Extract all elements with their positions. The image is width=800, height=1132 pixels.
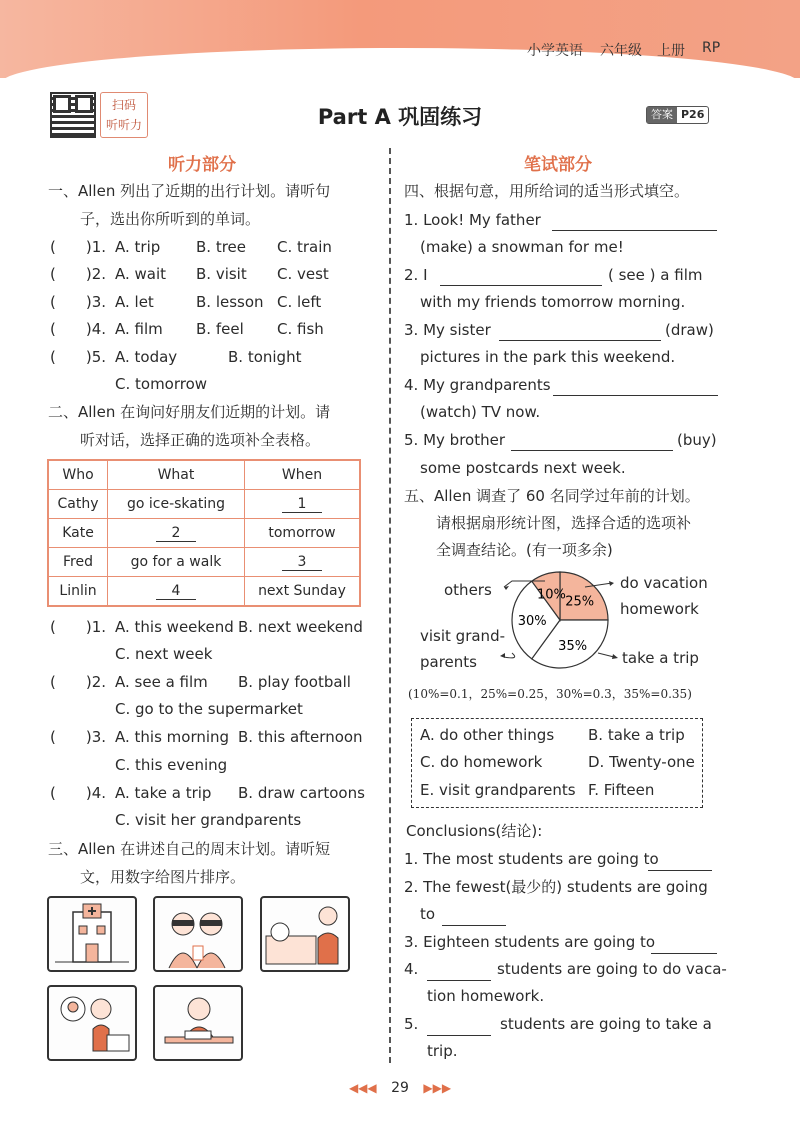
q1-3-option-a: A. let [115,293,154,311]
page-title: Part A 巩固练习 [317,105,483,129]
pie-value-label: 30% [517,614,547,629]
writing-heading: 笔试部分 [524,155,592,175]
q1-1-option-c: C. train [277,238,332,256]
q2-4-option-c: C. visit her grandparents [115,811,302,829]
option-e[interactable]: E. visit grandparents [420,781,576,799]
fill-blank-4[interactable] [553,377,718,396]
blank-number[interactable]: 4 [156,583,196,600]
option-d[interactable]: D. Twenty-one [588,753,695,771]
table-cell: go ice-skating [108,490,245,519]
column-divider [389,148,391,1063]
table-row [48,519,360,548]
answer-tag-label: 答案 [647,107,677,123]
q2-4-option-a: A. take a trip [115,784,212,802]
q4-s3-lead: 3. My sister [404,321,491,339]
answer-bracket: ( [50,618,56,636]
q4-s3-tail: (draw) [665,321,714,339]
table-row [48,577,360,607]
conclusion-5b: students are going to take a [500,1015,712,1033]
q2-3-option-c: C. this evening [115,756,228,774]
table-cell: go for a walk [108,548,245,577]
q4-s1-line2: (make) a snowman for me! [420,238,624,256]
q2-instruction-2: 听对话，选择正确的选项补全表格。 [80,431,321,449]
table-cell [245,490,361,519]
arrow-visit-icon [500,653,505,658]
q2-2-option-b: B. play football [238,673,351,691]
bedside-icon [262,898,348,970]
table-cell: next Sunday [245,577,361,607]
blank-number[interactable]: 2 [156,525,196,542]
conclusion-2b: to [420,905,436,923]
table-cell [245,548,361,577]
q2-1-option-c: C. next week [115,645,213,663]
table-cell: tomorrow [245,519,361,548]
q1-3-option-b: B. lesson [196,293,264,311]
pie-label-others: others [444,581,492,599]
pie-value-label: 25% [565,594,595,610]
conclusions-title: Conclusions(结论): [406,822,543,840]
answer-bracket: ( [50,728,56,746]
page-number: 29 [391,1080,409,1096]
leader-line-trip [598,653,614,657]
table-header-row [48,460,360,490]
fill-blank-5[interactable] [511,432,673,451]
q2-4-option-b: B. draw cartoons [238,784,365,802]
q4-s5-lead: 5. My brother [404,431,505,449]
picture-homework[interactable] [153,985,243,1061]
fill-blank-2[interactable] [440,267,602,286]
table-cell: Cathy [48,490,108,519]
q4-s4-line2: (watch) TV now. [420,403,541,421]
q1-2-option-a: A. wait [115,265,167,283]
conclusion-3: 3. Eighteen students are going to [404,933,656,951]
q4-s1-text: 1. Look! My father [404,211,541,229]
conclusion-blank-1[interactable] [648,852,712,871]
pie-label-visit-2: parents [420,653,477,671]
table-cell: Fred [48,548,108,577]
item-number: )2. [85,673,107,691]
item-number: )2. [85,265,107,283]
item-number: )1. [85,238,107,256]
q1-5-option-a: A. today [115,348,178,366]
picture-hospital[interactable] [47,896,137,972]
item-number: )3. [85,293,107,311]
item-number: )5. [85,348,107,366]
item-number: )4. [85,784,107,802]
table-cell: Kate [48,519,108,548]
q1-5-option-b: B. tonight [228,348,302,366]
table-header: Who [48,460,108,490]
prev-arrows-icon: ◀◀◀ [348,1081,377,1095]
q2-3-option-b: B. this afternoon [238,728,363,746]
table-row [48,548,360,577]
arrow-trip-icon [612,654,618,659]
q3-instruction-2: 文，用数字给图片排序。 [80,868,246,886]
homework-icon [155,987,241,1059]
q2-instruction-1: 二、Allen 在询问好朋友们近期的计划。请 [48,403,331,421]
item-number: )1. [85,618,107,636]
listening-heading: 听力部分 [168,155,236,175]
table-header: What [108,460,245,490]
answer-bracket: ( [50,348,56,366]
conclusion-4c: tion homework. [427,987,545,1005]
picture-cinema[interactable] [153,896,243,972]
pie-label-homework: homework [620,600,699,618]
q4-s4-lead: 4. My grandparents [404,376,551,394]
q5-instruction-3: 全调查结论。(有一项多余) [436,541,613,559]
conclusion-4b: students are going to do vaca- [497,960,727,978]
header-term: 上册 [657,43,685,59]
q2-item-2[interactable] [50,669,106,696]
conclusion-blank-2[interactable] [442,907,506,926]
answer-bracket: ( [50,293,56,311]
q1-item-5[interactable] [50,344,106,371]
conclusion-5a: 5. [404,1015,419,1033]
q4-instruction: 四、根据句意，用所给词的适当形式填空。 [404,182,690,200]
pie-label-trip: take a trip [622,649,699,667]
q2-item-3[interactable] [50,724,106,751]
blank-number[interactable]: 3 [282,554,322,571]
q1-instruction-2: 子，选出你所听到的单词。 [80,210,261,228]
q4-s2-tail: ( see ) a film [608,266,703,284]
q4-s5-tail: (buy) [677,431,717,449]
plan-table [47,459,361,607]
q3-instruction-1: 三、Allen 在讲述自己的周末计划。请听短 [48,840,331,858]
option-f[interactable]: F. Fifteen [588,781,655,799]
q1-item-3[interactable] [50,289,106,316]
q1-4-option-b: B. feel [196,320,244,338]
header-subject: 小学英语 [527,43,583,59]
header-edition: RP [702,40,721,56]
conclusion-blank-3[interactable] [651,935,717,954]
page-footer [0,1080,800,1096]
q1-5-option-c: C. tomorrow [115,375,208,393]
q1-4-option-a: A. film [115,320,163,338]
picture-thinking[interactable] [47,985,137,1061]
picture-bedside[interactable] [260,896,350,972]
thinking-icon [49,987,135,1059]
scan-label-line2: 听听力 [105,118,142,132]
answer-bracket: ( [50,320,56,338]
answer-bracket: ( [50,673,56,691]
cinema-icon [155,898,241,970]
table-header: When [245,460,361,490]
q2-1-option-a: A. this weekend [115,618,234,636]
q1-item-2[interactable] [50,261,106,288]
q4-s1-line1 [404,207,541,234]
q1-2-option-b: B. visit [196,265,247,283]
table-cell [108,519,245,548]
scan-label-line1: 扫码 [111,98,136,112]
answer-bracket: ( [50,238,56,256]
table-cell: Linlin [48,577,108,607]
pie-value-label: 35% [558,638,588,654]
arrow-vacation-icon [609,581,614,586]
q2-2-option-a: A. see a film [115,673,208,691]
q1-2-option-c: C. vest [277,265,329,283]
answer-tag-page: P26 [681,108,705,121]
q1-3-option-c: C. left [277,293,322,311]
conclusion-5c: trip. [427,1042,458,1060]
option-b[interactable]: B. take a trip [588,726,685,744]
blank-number[interactable]: 1 [282,496,322,513]
answer-bracket: ( [50,265,56,283]
answer-tag [646,106,709,124]
table-cell [108,577,245,607]
q1-4-option-c: C. fish [277,320,324,338]
pie-value-label: 10% [536,587,566,603]
conclusion-blank-5[interactable] [427,1017,491,1036]
q2-1-option-b: B. next weekend [238,618,363,636]
conclusion-blank-4[interactable] [427,962,491,981]
pie-label-vacation: do vacation [620,574,708,592]
option-a[interactable]: A. do other things [420,726,555,744]
conclusion-2a: 2. The fewest(最少的) students are going [404,878,708,896]
fill-blank-1[interactable] [552,212,717,231]
q2-3-option-a: A. this morning [115,728,230,746]
fill-blank-3[interactable] [499,322,661,341]
pie-label-visit-1: visit grand- [420,627,505,645]
q2-2-option-c: C. go to the supermarket [115,700,303,718]
q5-instruction-1: 五、Allen 调查了 60 名同学过年前的计划。 [404,487,700,505]
item-number: )4. [85,320,107,338]
q4-s3-line2: pictures in the park this weekend. [420,348,676,366]
leader-line-visit [504,653,515,658]
q2-item-4[interactable] [50,780,106,807]
q1-instruction-1: 一、Allen 列出了近期的出行计划。请听句 [48,182,331,200]
table-row [48,490,360,519]
conclusion-1: 1. The most students are going to [404,850,659,868]
item-number: )3. [85,728,107,746]
q2-item-1[interactable] [50,614,106,641]
q4-s5-line2: some postcards next week. [420,459,626,477]
percent-note: (10%=0.1，25%=0.25，30%=0.3，35%=0.35) [408,687,692,701]
q1-item-4[interactable] [50,316,106,343]
q1-1-option-a: A. trip [115,238,161,256]
q4-s2-line2: with my friends tomorrow morning. [420,293,686,311]
q5-instruction-2: 请根据扇形统计图，选择合适的选项补 [436,514,692,532]
q1-1-option-b: B. tree [196,238,247,256]
option-c[interactable]: C. do homework [420,753,543,771]
header-grade: 六年级 [600,43,642,59]
q1-item-1[interactable] [50,234,106,261]
answer-bracket: ( [50,784,56,802]
conclusion-4a: 4. [404,960,419,978]
next-arrows-icon: ▶▶▶ [423,1081,452,1095]
hospital-icon [49,898,135,970]
q4-s2-lead: 2. I [404,266,428,284]
